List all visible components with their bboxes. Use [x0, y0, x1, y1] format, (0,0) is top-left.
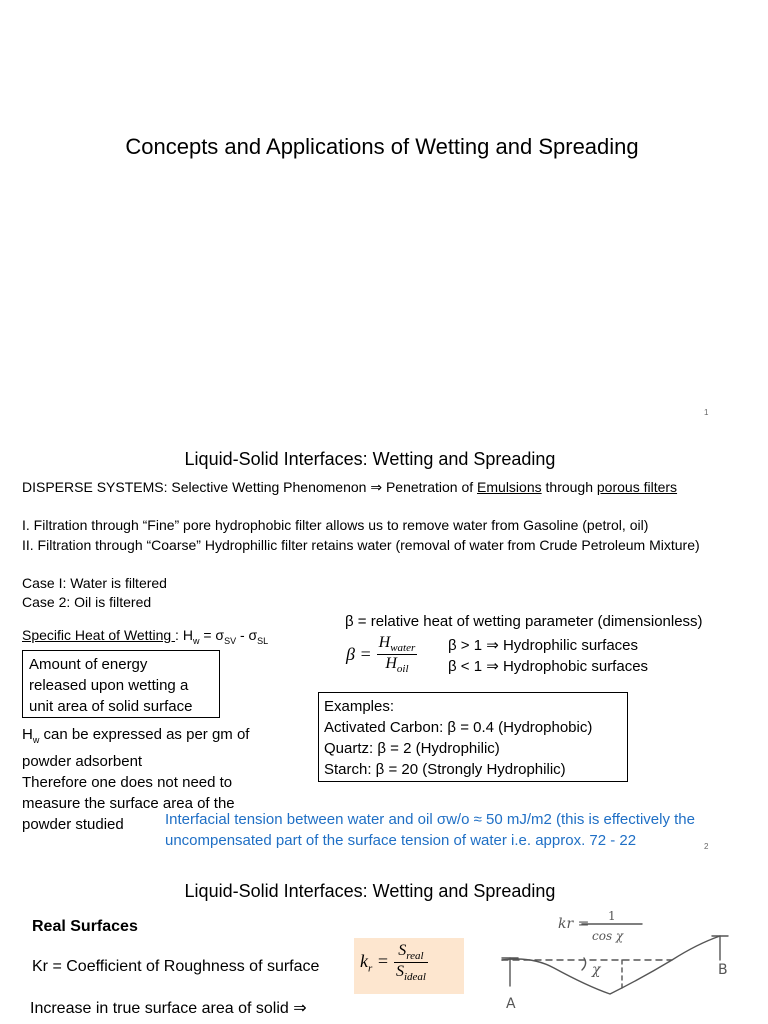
- roughness-sketch: [492, 908, 752, 1024]
- kr-fraction: [394, 942, 428, 983]
- increase-surface-area: Increase in true surface area of solid ⇒: [30, 1000, 307, 1017]
- examples-heading: Examples:: [324, 698, 395, 715]
- real-surfaces-heading: Real Surfaces: [32, 918, 138, 935]
- interfacial-line-1: Interfacial tension between water and oil σw/o ≈ 50 mJ/m2 (this is effectively the: [165, 811, 695, 828]
- kr-description: Kr = Coefficient of Roughness of surface: [32, 958, 320, 975]
- porous-filters-link: porous filters: [596, 479, 678, 495]
- sketch-formula-num: 1: [608, 909, 616, 923]
- energy-line-2: released upon wetting a: [29, 677, 189, 694]
- beta-den: H: [385, 655, 397, 673]
- beta-fraction: [377, 634, 418, 675]
- beta-definition: β = relative heat of wetting parameter (dimensionless): [345, 613, 703, 630]
- slide3-title: Liquid-Solid Interfaces: Wetting and Spreading: [184, 881, 556, 901]
- beta-den-sub: oil: [396, 663, 409, 676]
- example-starch: Starch: β = 20 (Strongly Hydrophilic): [324, 761, 566, 778]
- filtration-fine: I. Filtration through “Fine” pore hydrophobic filter allows us to remove water from Gasoline (petrol, oil): [22, 517, 649, 533]
- kr-den-sub: ideal: [403, 971, 426, 984]
- hw-symbol: H: [182, 627, 193, 643]
- disperse-systems-line: [22, 478, 677, 497]
- slide2-page-number: 2: [704, 842, 709, 851]
- beta-formula: [346, 634, 417, 675]
- kr-num-sub: real: [406, 950, 424, 963]
- hw-sub-2: w: [32, 735, 40, 745]
- colon: :: [175, 627, 183, 643]
- beta-num-sub: water: [390, 642, 416, 655]
- hw-expressed-1: can be expressed as per gm of: [43, 726, 250, 743]
- rough-surface-curve: [502, 936, 720, 994]
- kr-den: S: [395, 963, 404, 981]
- beta-lhs: β =: [346, 644, 372, 665]
- kr-lhs-sub: r: [368, 962, 373, 975]
- sketch-formula-den: cos χ: [592, 929, 624, 943]
- hw-sub: w: [192, 635, 200, 646]
- examples-box: [318, 692, 628, 782]
- interfacial-line-2: uncompensated part of the surface tension of water i.e. approx. 72 - 22: [165, 832, 637, 849]
- kr-eq: =: [372, 950, 389, 971]
- energy-line-3: unit area of solid surface: [29, 698, 193, 715]
- hw-expressed-4: measure the surface area of the: [22, 795, 235, 812]
- beta-hydrophobic: β < 1 ⇒ Hydrophobic surfaces: [448, 658, 649, 675]
- hw-expressed-3: Therefore one does not need to: [22, 774, 233, 791]
- case-1: Case I: Water is filtered: [22, 575, 167, 591]
- energy-definition-box: [22, 650, 220, 718]
- example-quartz: Quartz: β = 2 (Hydrophilic): [324, 740, 500, 757]
- specific-heat-label: Specific Heat of Wetting: [22, 627, 176, 643]
- disperse-prefix: DISPERSE SYSTEMS: Selective Wetting Phenomenon ⇒ Penetration of: [22, 479, 478, 495]
- interfacial-tension-note: [165, 809, 695, 851]
- hw-symbol-2: H: [22, 726, 33, 743]
- slide2-title: Liquid-Solid Interfaces: Wetting and Spreading: [184, 449, 556, 469]
- sketch-formula-lhs: kr =: [558, 916, 590, 932]
- hw-eq: = σ: [199, 627, 225, 643]
- sigma-sl-sub: SL: [257, 635, 269, 646]
- beta-hydrophilic: β > 1 ⇒ Hydrophilic surfaces: [448, 637, 639, 654]
- case-2: Case 2: Oil is filtered: [22, 594, 152, 610]
- example-activated-carbon: Activated Carbon: β = 0.4 (Hydrophobic): [324, 719, 593, 736]
- hw-minus: - σ: [236, 627, 258, 643]
- energy-line-1: Amount of energy: [29, 656, 148, 673]
- kr-num: S: [398, 942, 407, 959]
- slide1-title: Concepts and Applications of Wetting and Spreading: [125, 134, 639, 159]
- sketch-label-a: A: [506, 996, 516, 1012]
- sigma-sv-sub: SV: [224, 635, 237, 646]
- slide1-page-number: 1: [704, 408, 709, 417]
- disperse-through: through: [541, 479, 597, 495]
- specific-heat-line: [22, 626, 268, 651]
- filtration-coarse: II. Filtration through “Coarse” Hydrophillic filter retains water (removal of water from Crude Petroleum Mixture): [22, 537, 700, 553]
- hw-expressed-2: powder adsorbent: [22, 753, 143, 770]
- kr-formula: [360, 942, 428, 983]
- kr-lhs: k: [360, 950, 368, 971]
- beta-num: H: [378, 634, 391, 651]
- sketch-label-b: B: [718, 962, 728, 978]
- sketch-chi-label: χ: [592, 962, 601, 978]
- emulsions-link: Emulsions: [477, 479, 542, 495]
- hw-expressed-5: powder studied: [22, 816, 124, 833]
